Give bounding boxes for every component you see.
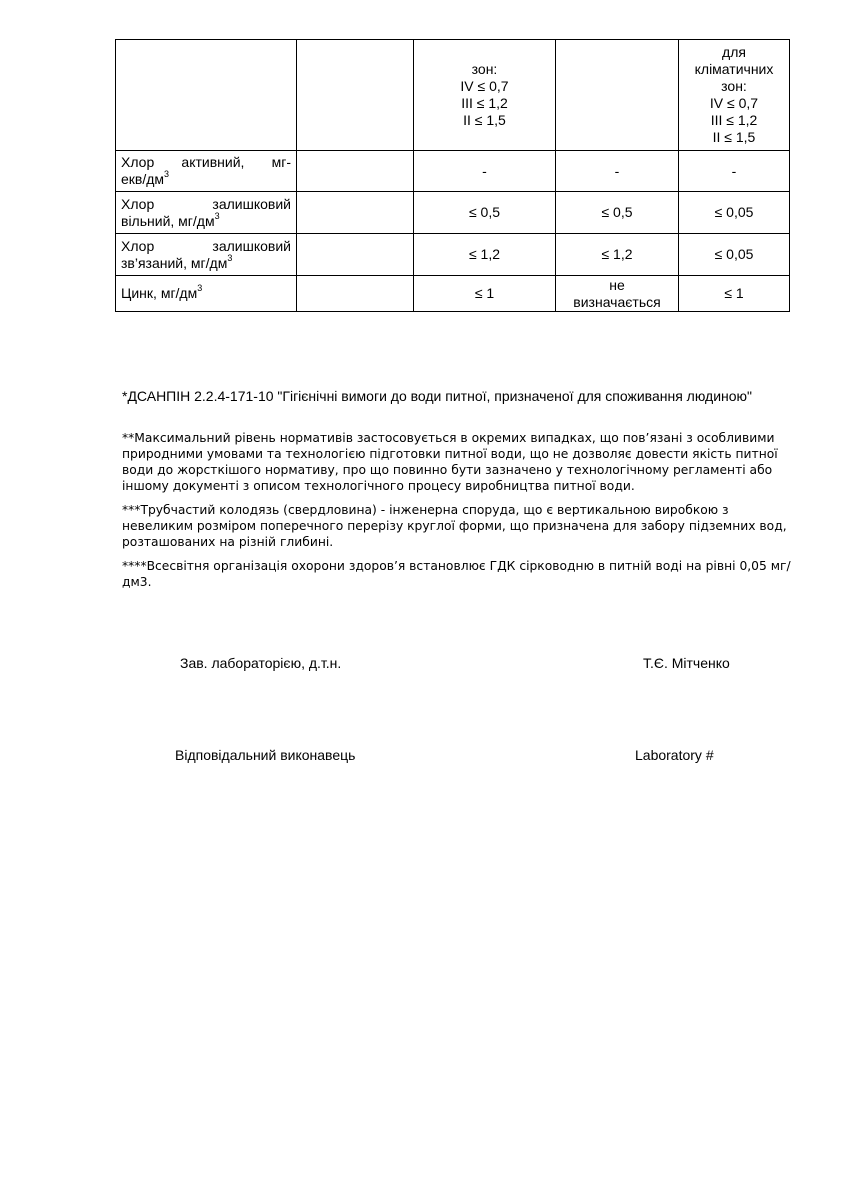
cell-line: III ≤ 1,2	[461, 95, 508, 111]
param-line1: Хлор залишковий	[121, 195, 291, 212]
norms-table	[115, 39, 790, 312]
table-row	[116, 276, 790, 312]
value-cell	[556, 276, 679, 312]
cell-line: зон:	[721, 78, 747, 94]
executor-name: Laboratory #	[635, 747, 714, 763]
table-row	[116, 234, 790, 276]
table-cell	[556, 40, 679, 151]
value-cell: ≤ 1,2	[556, 234, 679, 276]
param-cell	[116, 192, 297, 234]
cell-line: для	[722, 44, 746, 60]
value-cell: -	[556, 151, 679, 192]
table-row	[116, 151, 790, 192]
value-cell: ≤ 0,5	[556, 192, 679, 234]
cell-line: не	[609, 276, 625, 293]
table-row	[116, 40, 790, 151]
param-line2: зв’язаний, $мг/дм^3$	[121, 252, 233, 271]
table-cell	[297, 234, 414, 276]
value-cell: ≤ 1,2	[414, 234, 556, 276]
head-name: Т.Є. Мітченко	[643, 655, 730, 671]
value-cell: ≤ 1	[679, 276, 790, 312]
cell-line: III ≤ 1,2	[710, 112, 758, 128]
param-line1: Хлор активний, мг-	[121, 154, 291, 170]
param-cell	[116, 151, 297, 192]
cell-line: II ≤ 1,5	[712, 129, 756, 145]
table-row	[116, 192, 790, 234]
cell-line: кліматичних	[694, 61, 774, 77]
value-cell: ≤ 0,05	[679, 234, 790, 276]
param-cell	[116, 234, 297, 276]
table-cell	[297, 192, 414, 234]
footnote-well: ***Трубчастий колодязь (свердловина) - інженерна споруда, що є вертикальною виробкою з невеликим розміром поперечного перерізу круглої форми, що призначена для забору підземних вод, розташованих на різній глибині.	[122, 503, 787, 549]
param-line2: вільний, $мг/дм^3$	[121, 210, 220, 229]
cell-line: IV ≤ 0,7	[709, 95, 759, 111]
footnote-dsanpin: *ДСАНПІН 2.2.4-171-10 "Гігієнічні вимоги до води питної, призначеної для споживання людиною"	[122, 388, 753, 404]
table-cell	[116, 40, 297, 151]
value-cell: ≤ 1	[414, 276, 556, 312]
cell-line: IV ≤ 0,7	[460, 78, 509, 94]
cell-line: визначається	[573, 293, 661, 310]
value-cell: ≤ 0,5	[414, 192, 556, 234]
cell-line: зон:	[471, 61, 498, 77]
param-cell: Цинк, $мг/дм^3$	[116, 276, 297, 312]
footnote-max-level: **Максимальний рівень нормативів застосовується в окремих випадках, що пов’язані з особливими природними умовами та технологією підготовки питної води, що не дозволяє довести якість питної води до жорсткішого нормативу, про що повинно бути зазначено у технологічному регламенті або іншому документі з описом технологічного процесу виробництва питної води.	[122, 431, 778, 493]
table-cell	[297, 40, 414, 151]
param-line2: екв/$дм^3$	[121, 169, 170, 187]
param-line1: Хлор залишковий	[121, 237, 291, 254]
zones-cell-col5	[679, 40, 790, 151]
executor-title: Відповідальний виконавець	[175, 747, 356, 763]
table-cell	[297, 151, 414, 192]
cell-line: II ≤ 1,5	[463, 112, 506, 128]
value-cell: -	[414, 151, 556, 192]
head-title: Зав. лабораторією, д.т.н.	[180, 655, 342, 671]
value-cell: -	[679, 151, 790, 192]
table-cell	[297, 276, 414, 312]
footnote-who: ****Всесвітня організація охорони здоров’я встановлює ГДК сірководню в питній воді на рівні 0,05 мг/дм3.	[122, 559, 791, 589]
zones-cell-col3	[414, 40, 556, 151]
value-cell: ≤ 0,05	[679, 192, 790, 234]
